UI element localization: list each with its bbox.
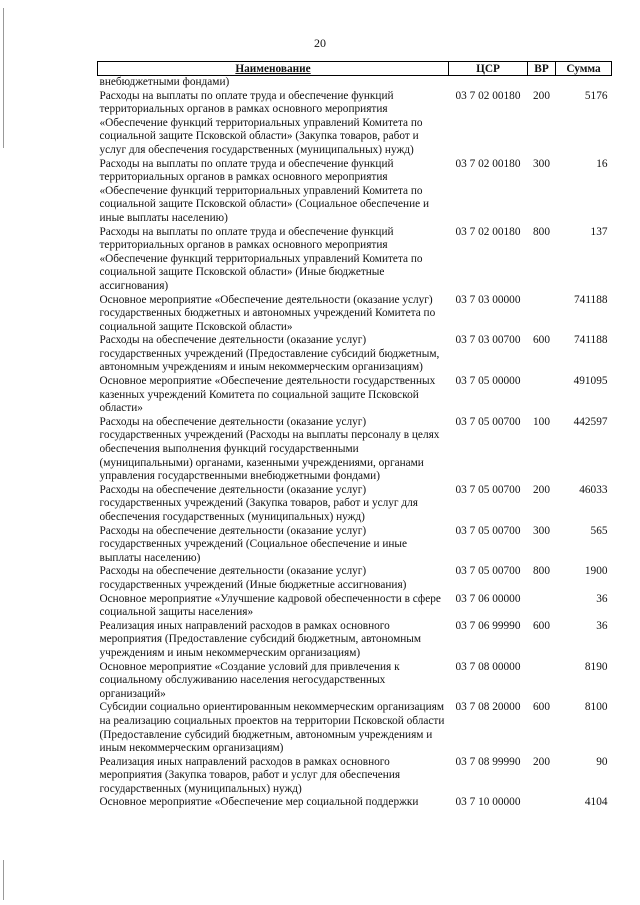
table-row <box>98 565 612 592</box>
cell-sum: 741188 <box>574 293 608 306</box>
cell-vr: 300 <box>533 157 550 170</box>
cell-csr: 03 7 06 00000 <box>455 592 521 605</box>
cell-sum: 90 <box>596 755 608 768</box>
cell-sum: 4104 <box>584 796 608 809</box>
column-header-sum: Сумма <box>556 62 612 76</box>
binding-mark-bottom <box>3 860 4 900</box>
column-header-vr: ВР <box>528 62 556 76</box>
binding-mark-top <box>3 8 4 148</box>
cell-vr <box>528 796 556 810</box>
cell-name: Реализация иных направлений расходов в рамках основного мероприятия (Предоставление субсидий бюджетным, автономным учреждениям и иным некоммерческим организациям) <box>99 619 422 659</box>
cell-csr: 03 7 05 00700 <box>455 565 521 578</box>
table-row <box>98 701 612 755</box>
cell-name: Основное мероприятие «Создание условий для привлечения к социальному обслуживанию населения негосударственных организаций» <box>99 660 400 700</box>
cell-name: Основное мероприятие «Обеспечение мер социальной поддержки <box>99 796 419 809</box>
cell-vr: 800 <box>533 225 550 238</box>
cell-sum: 8190 <box>584 660 608 673</box>
table-row <box>98 593 612 620</box>
cell-vr: 100 <box>533 415 550 428</box>
cell-sum: 442597 <box>573 415 608 428</box>
cell-csr: 03 7 02 00180 <box>455 225 521 238</box>
cell-sum: 741188 <box>574 334 608 347</box>
table-row <box>98 484 612 525</box>
table-row <box>98 226 612 294</box>
cell-vr: 600 <box>533 701 550 714</box>
table-row <box>98 375 612 416</box>
cell-csr: 03 7 10 00000 <box>455 796 521 809</box>
table-row <box>98 416 612 484</box>
cell-sum: 5176 <box>584 89 608 102</box>
cell-name: Реализация иных направлений расходов в рамках основного мероприятия (Закупка товаров, работ и услуг для обеспечения государственных (муниципальных) нужд) <box>99 755 401 795</box>
column-header-name: Наименование <box>98 62 449 76</box>
cell-sum: 46033 <box>579 483 608 496</box>
cell-name: Расходы на обеспечение деятельности (оказание услуг) государственных учреждений (Социальное обеспечение и иные выплаты населению) <box>99 524 408 564</box>
cell-name: Расходы на обеспечение деятельности (оказание услуг) государственных учреждений (Предоставление субсидий бюджетным, автономным учреждениям и иным некоммерческим организациям) <box>99 334 440 374</box>
cell-name: Основное мероприятие «Обеспечение деятельности (оказание услуг) государственных бюджетных и автономных учреждений Комитета по социальной защите Псковской области» <box>99 293 436 333</box>
budget-table <box>97 61 612 810</box>
cell-name: Расходы на выплаты по оплате труда и обеспечение функций территориальных органов в рамках основного мероприятия «Обеспечение функций территориальных управлений Комитета по социальной защите Псковской области» (Социальное обеспечение и иные выплаты населению) <box>99 157 430 224</box>
cell-name: Расходы на обеспечение деятельности (оказание услуг) государственных учреждений (Закупка товаров, работ и услуг для обеспечения государственных (муниципальных) нужд) <box>99 483 418 523</box>
cell-name: Расходы на обеспечение деятельности (оказание услуг) государственных учреждений (Иные бюджетные ассигнования) <box>99 565 407 591</box>
cell-name: Расходы на обеспечение деятельности (оказание услуг) государственных учреждений (Расходы на выплаты персоналу в целях обеспечения выполнения функций государственными (муниципальными) органами, казенными учреждениями, органами управления государственными внебюджетными фондами) <box>99 415 440 483</box>
cell-sum: 36 <box>596 619 608 632</box>
cell-vr: 200 <box>533 755 550 768</box>
cell-csr: 03 7 05 00000 <box>455 375 521 388</box>
cell-sum: 137 <box>590 225 608 238</box>
cell-name: внебюджетными фондами) <box>99 76 230 88</box>
cell-vr <box>528 294 556 335</box>
cell-csr: 03 7 08 20000 <box>455 701 521 714</box>
cell-sum: 36 <box>596 592 608 605</box>
cell-vr: 200 <box>533 483 550 496</box>
table-row <box>98 76 612 90</box>
cell-vr: 800 <box>533 565 550 578</box>
column-header-csr: ЦСР <box>449 62 528 76</box>
table-row <box>98 620 612 661</box>
cell-sum: 565 <box>590 524 608 537</box>
table-row <box>98 90 612 158</box>
cell-csr: 03 7 03 00700 <box>455 334 521 347</box>
cell-csr: 03 7 02 00180 <box>455 89 521 102</box>
cell-vr: 300 <box>533 524 550 537</box>
cell-csr: 03 7 08 99990 <box>455 755 521 768</box>
table-row <box>98 158 612 226</box>
cell-vr: 200 <box>533 89 550 102</box>
cell-vr <box>528 76 556 90</box>
cell-sum <box>556 76 612 90</box>
cell-name: Основное мероприятие «Обеспечение деятельности государственных казенных учреждений Комитета по социальной защите Псковской области» <box>99 375 436 415</box>
cell-vr <box>528 661 556 702</box>
cell-csr: 03 7 06 99990 <box>455 619 521 632</box>
cell-csr <box>449 76 528 90</box>
cell-vr: 600 <box>533 619 550 632</box>
table-row <box>98 294 612 335</box>
cell-vr <box>528 375 556 416</box>
cell-name: Расходы на выплаты по оплате труда и обеспечение функций территориальных органов в рамках основного мероприятия «Обеспечение функций территориальных управлений Комитета по социальной защите Псковской области» (Закупка товаров, работ и услуг для обеспечения государственных (муниципальных) нужд) <box>99 89 423 156</box>
page-number: 20 <box>314 36 326 50</box>
cell-csr: 03 7 05 00700 <box>455 524 521 537</box>
cell-sum: 16 <box>596 157 608 170</box>
cell-sum: 8100 <box>584 701 608 714</box>
cell-csr: 03 7 05 00700 <box>455 415 521 428</box>
cell-csr: 03 7 08 00000 <box>455 660 521 673</box>
cell-csr: 03 7 02 00180 <box>455 157 521 170</box>
table-header-row <box>98 62 612 76</box>
cell-csr: 03 7 03 00000 <box>455 293 521 306</box>
cell-csr: 03 7 05 00700 <box>455 483 521 496</box>
table-row <box>98 661 612 702</box>
cell-name: Субсидии социально ориентированным некоммерческим организациям на реализацию социальных проектов на территории Псковской области (Предоставление субсидий бюджетным, автономным учреждениям и иным некоммерческим организациям) <box>99 701 445 755</box>
cell-vr <box>528 593 556 620</box>
cell-name: Расходы на выплаты по оплате труда и обеспечение функций территориальных органов в рамках основного мероприятия «Обеспечение функций территориальных управлений Комитета по социальной защите Псковской области» (Иные бюджетные ассигнования) <box>99 225 423 292</box>
table-row <box>98 796 612 810</box>
cell-sum: 491095 <box>573 375 608 388</box>
table-row <box>98 334 612 375</box>
cell-vr: 600 <box>533 334 550 347</box>
table-row <box>98 756 612 797</box>
cell-name: Основное мероприятие «Улучшение кадровой обеспеченности в сфере социальной защиты населения» <box>99 592 441 619</box>
table-row <box>98 525 612 566</box>
cell-sum: 1900 <box>584 565 608 578</box>
